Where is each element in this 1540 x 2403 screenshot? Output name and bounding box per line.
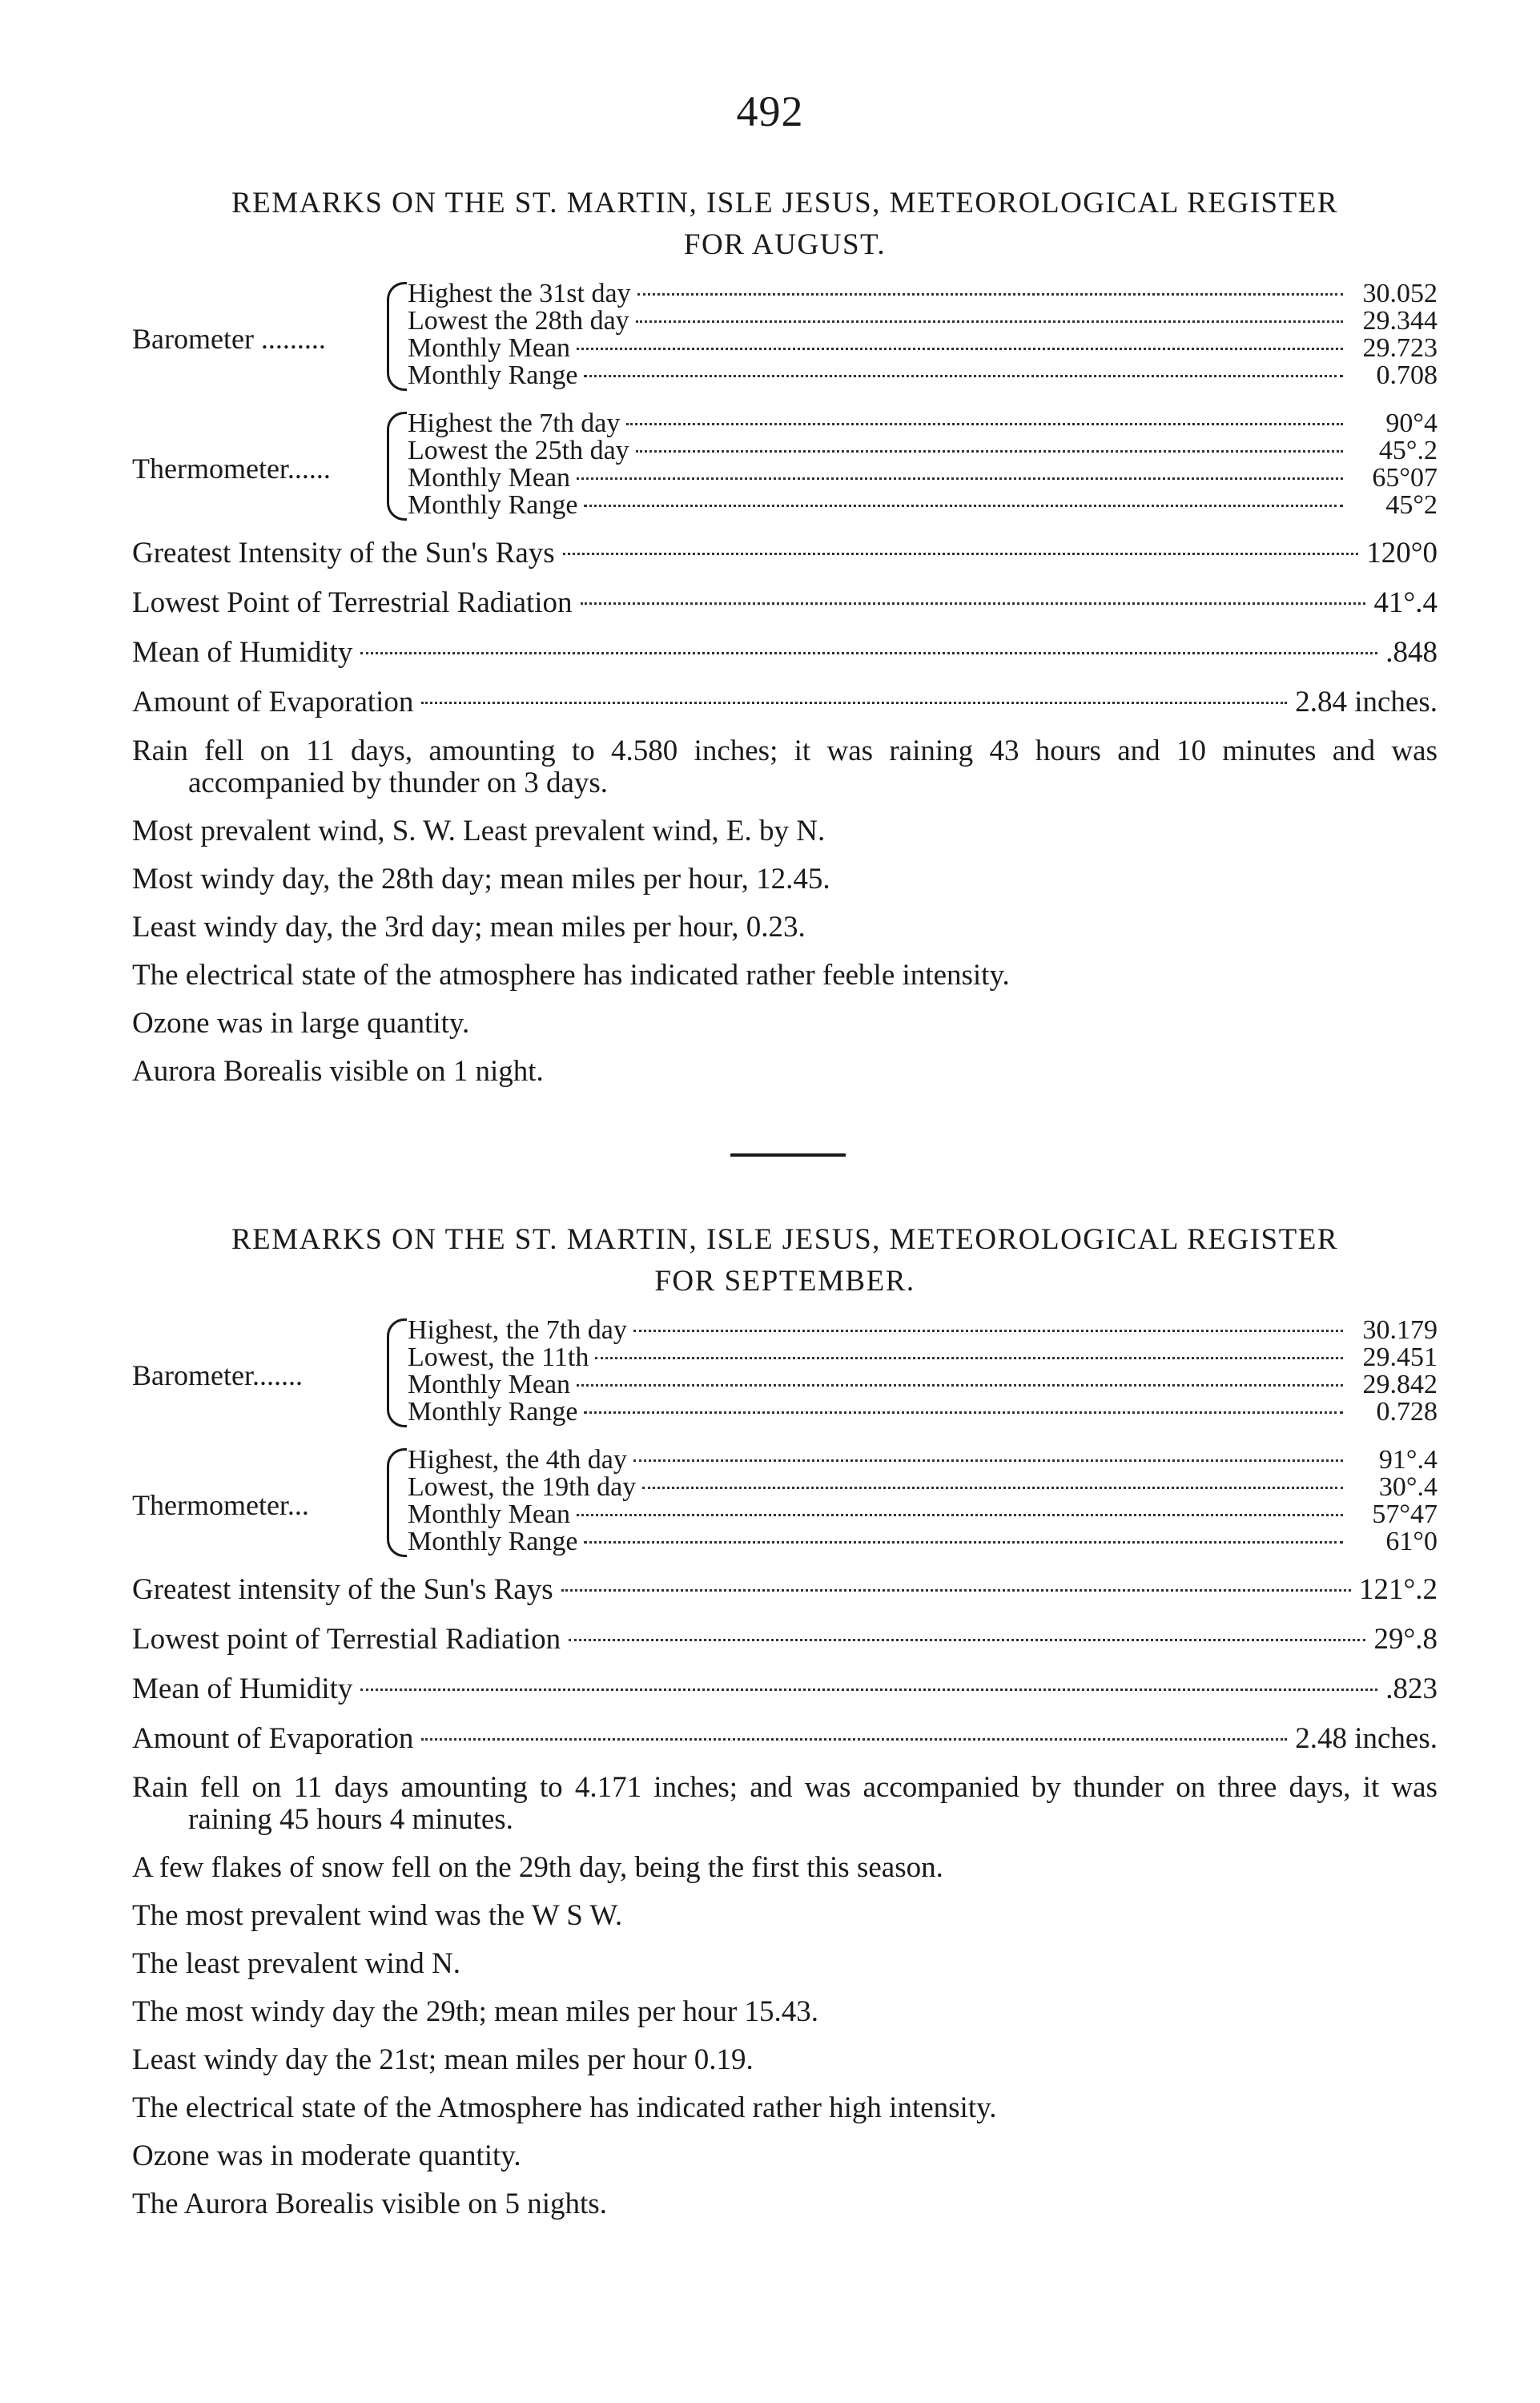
- thermometer-group: [132, 1447, 1437, 1556]
- heading-line-2: FOR SEPTEMBER.: [654, 1265, 915, 1298]
- windy-day-paragraph: The most windy day the 29th; mean miles per hour 15.43.: [132, 1995, 819, 2028]
- row-label: Monthly Mean: [408, 463, 571, 493]
- leader-dots: [569, 1639, 1365, 1641]
- brace: [387, 282, 407, 391]
- leader-dots: [577, 1514, 1343, 1516]
- heading-line-2: FOR AUGUST.: [683, 228, 887, 261]
- item-value: 120°0: [1366, 537, 1437, 570]
- ozone-paragraph: Ozone was in large quantity.: [132, 1007, 470, 1040]
- leader-dots: [581, 602, 1366, 605]
- row-value: 29.451: [1362, 1342, 1437, 1372]
- thermometer-row: [408, 1474, 1437, 1501]
- thermometer-row: [408, 465, 1437, 492]
- thermometer-label: Thermometer...: [132, 1489, 309, 1521]
- ozone-paragraph: Ozone was in moderate quantity.: [132, 2139, 521, 2172]
- barometer-row: [408, 335, 1437, 362]
- leader-dots: [633, 1330, 1343, 1332]
- row-value: 57°47: [1372, 1499, 1437, 1529]
- row-label: Lowest, the 11th: [408, 1342, 589, 1372]
- item-label: Amount of Evaporation: [132, 1722, 414, 1755]
- leader-dots: [595, 1357, 1343, 1359]
- electrical-paragraph: The electrical state of the Atmosphere has indicated rather high intensity.: [132, 2091, 997, 2124]
- leader-dots: [584, 505, 1343, 507]
- item-value: .823: [1385, 1672, 1437, 1705]
- row-label: Monthly Range: [408, 360, 578, 390]
- leader-dots: [577, 1384, 1343, 1387]
- row-label: Highest the 7th day: [408, 409, 621, 438]
- least-wind-paragraph: The least prevalent wind N.: [132, 1947, 460, 1980]
- row-value: 30.179: [1362, 1315, 1437, 1345]
- row-value: 29.344: [1362, 306, 1437, 336]
- thermometer-row: [408, 492, 1437, 519]
- brace: [387, 1318, 407, 1427]
- leader-dots: [563, 553, 1359, 555]
- evaporation-line: [132, 687, 1437, 719]
- row-value: 91°.4: [1378, 1445, 1437, 1475]
- barometer-row: [408, 1371, 1437, 1399]
- row-label: Lowest the 25th day: [408, 436, 629, 465]
- september-section: [132, 1219, 1437, 2220]
- item-label: Greatest intensity of the Sun's Rays: [132, 1573, 553, 1606]
- barometer-label: Barometer.......: [132, 1359, 303, 1391]
- row-label: Monthly Mean: [408, 1499, 571, 1529]
- leader-dots: [561, 1589, 1351, 1592]
- leader-dots: [633, 1459, 1343, 1462]
- thermometer-row: [408, 1528, 1437, 1556]
- barometer-row: [408, 308, 1437, 335]
- evaporation-line: [132, 1724, 1437, 1756]
- item-value: 41°.4: [1373, 586, 1437, 619]
- section-divider: [730, 1153, 846, 1157]
- thermometer-row: [408, 437, 1437, 465]
- radiation-line: [132, 1624, 1437, 1656]
- humidity-line: [132, 638, 1437, 670]
- barometer-group: [132, 280, 1437, 389]
- barometer-row: [408, 1344, 1437, 1371]
- leader-dots: [584, 1541, 1343, 1544]
- row-label: Monthly Mean: [408, 1370, 571, 1399]
- leader-dots: [637, 293, 1343, 296]
- leader-dots: [584, 1411, 1343, 1414]
- barometer-label: Barometer .........: [132, 323, 326, 355]
- heading-line-1: REMARKS ON THE ST. MARTIN, ISLE JESUS, METEOROLOGICAL REGISTER: [231, 1223, 1339, 1256]
- aurora-paragraph: The Aurora Borealis visible on 5 nights.: [132, 2188, 607, 2220]
- heading-line-1: REMARKS ON THE ST. MARTIN, ISLE JESUS, METEOROLOGICAL REGISTER: [231, 187, 1339, 219]
- row-label: Monthly Range: [408, 490, 578, 520]
- brace: [387, 1448, 407, 1557]
- item-value: 2.48 inches.: [1295, 1722, 1437, 1755]
- row-label: Highest, the 4th day: [408, 1445, 627, 1475]
- row-label: Monthly Range: [408, 1397, 578, 1427]
- radiation-line: [132, 588, 1437, 620]
- aurora-paragraph: Aurora Borealis visible on 1 night.: [132, 1055, 544, 1088]
- thermometer-row: [408, 1501, 1437, 1528]
- row-value: 45°.2: [1378, 436, 1437, 465]
- brace: [387, 412, 407, 521]
- windy-day-paragraph: Most windy day, the 28th day; mean miles per hour, 12.45.: [132, 863, 830, 896]
- prevalent-wind-paragraph: The most prevalent wind was the W S W.: [132, 1899, 623, 1932]
- row-value: 30°.4: [1378, 1472, 1437, 1502]
- rain-paragraph: Rain fell on 11 days amounting to 4.171 inches; and was accompanied by thunder on three days, it was raining 45 hours 4 minutes.: [132, 1771, 1437, 1836]
- barometer-group: [132, 1317, 1437, 1426]
- page-number: 492: [736, 87, 804, 135]
- leader-dots: [360, 1689, 1377, 1691]
- row-value: 45°2: [1385, 490, 1437, 520]
- item-label: Amount of Evaporation: [132, 686, 414, 718]
- section-heading: [132, 1219, 1437, 1302]
- item-value: 121°.2: [1358, 1573, 1437, 1606]
- snow-paragraph: A few flakes of snow fell on the 29th day, being the first this season.: [132, 1851, 943, 1884]
- least-windy-paragraph: Least windy day, the 3rd day; mean miles per hour, 0.23.: [132, 911, 806, 944]
- item-value: .848: [1385, 636, 1437, 669]
- barometer-row: [408, 280, 1437, 308]
- item-value: 2.84 inches.: [1295, 686, 1437, 718]
- least-windy-paragraph: Least windy day the 21st; mean miles per hour 0.19.: [132, 2043, 754, 2076]
- row-value: 29.842: [1362, 1370, 1437, 1399]
- row-label: Lowest the 28th day: [408, 306, 629, 336]
- leader-dots: [360, 652, 1377, 654]
- thermometer-label: Thermometer......: [132, 453, 331, 485]
- row-value: 29.723: [1362, 333, 1437, 363]
- item-label: Mean of Humidity: [132, 636, 353, 669]
- sun-rays-line: [132, 1575, 1437, 1607]
- row-value: 65°07: [1372, 463, 1437, 493]
- row-label: Monthly Mean: [408, 333, 571, 363]
- barometer-row: [408, 1399, 1437, 1426]
- wind-paragraph: Most prevalent wind, S. W. Least prevalent wind, E. by N.: [132, 815, 826, 847]
- sun-rays-line: [132, 538, 1437, 570]
- thermometer-row: [408, 410, 1437, 437]
- item-label: Greatest Intensity of the Sun's Rays: [132, 537, 555, 570]
- rain-paragraph: Rain fell on 11 days, amounting to 4.580 inches; it was raining 43 hours and 10 minutes and was accompanied by thunder on 3 days.: [132, 735, 1437, 799]
- thermometer-row: [408, 1447, 1437, 1474]
- thermometer-group: [132, 410, 1437, 519]
- leader-dots: [421, 702, 1287, 704]
- row-label: Highest the 31st day: [408, 279, 631, 308]
- row-label: Monthly Range: [408, 1527, 578, 1556]
- barometer-row: [408, 362, 1437, 389]
- leader-dots: [421, 1738, 1287, 1741]
- electrical-paragraph: The electrical state of the atmosphere has indicated rather feeble intensity.: [132, 959, 1010, 992]
- item-label: Lowest Point of Terrestrial Radiation: [132, 586, 573, 619]
- item-label: Mean of Humidity: [132, 1672, 353, 1705]
- humidity-line: [132, 1674, 1437, 1706]
- row-value: 61°0: [1385, 1527, 1437, 1556]
- item-value: 29°.8: [1373, 1623, 1437, 1656]
- barometer-row: [408, 1317, 1437, 1344]
- leader-dots: [626, 423, 1343, 425]
- row-value: 90°4: [1385, 409, 1437, 438]
- august-section: [132, 183, 1437, 1088]
- leader-dots: [636, 320, 1343, 323]
- section-heading: [132, 183, 1437, 266]
- row-value: 0.728: [1376, 1397, 1437, 1427]
- row-label: Highest, the 7th day: [408, 1315, 627, 1345]
- leader-dots: [642, 1487, 1343, 1489]
- row-value: 30.052: [1362, 279, 1437, 308]
- leader-dots: [577, 348, 1343, 350]
- leader-dots: [584, 375, 1343, 377]
- row-label: Lowest, the 19th day: [408, 1472, 637, 1502]
- row-value: 0.708: [1376, 360, 1437, 390]
- item-label: Lowest point of Terrestial Radiation: [132, 1623, 561, 1656]
- leader-dots: [636, 450, 1343, 453]
- leader-dots: [577, 477, 1343, 480]
